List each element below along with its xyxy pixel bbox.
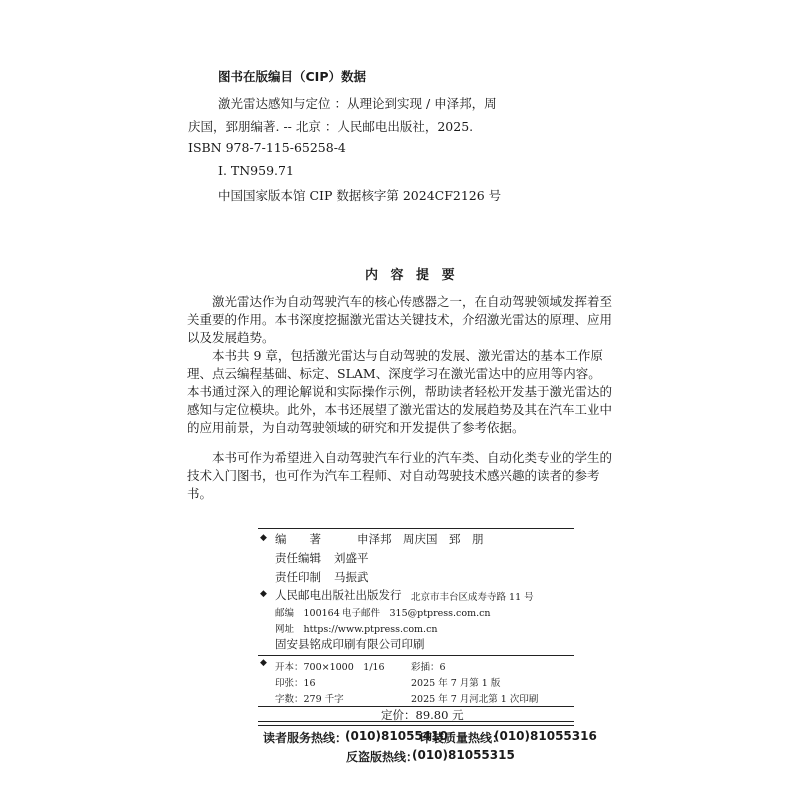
cip-record-number: 中国国家版本馆 CIP 数据核字第 2024CF2126 号 <box>218 188 502 203</box>
publisher: 人民邮电出版社出版发行 <box>275 588 402 602</box>
print-quality-number: (010)81055316 <box>494 729 597 743</box>
bullet-icon: ◆ <box>260 658 267 668</box>
cip-heading: 图书在版编目（CIP）数据 <box>218 69 366 84</box>
website: 网址 https://www.ptpress.com.cn <box>275 624 438 635</box>
cip-isbn: ISBN 978-7-115-65258-4 <box>188 140 346 155</box>
price: 定价：89.80 元 <box>381 708 464 722</box>
email: 电子邮件 315@ptpress.com.cn <box>342 608 491 619</box>
authors: 申泽邦 周庆国 郅 朋 <box>357 532 484 546</box>
imprint-bottom-rule <box>258 721 574 726</box>
printer-label: 责任印制 <box>275 570 321 584</box>
publisher-address: 北京市丰台区成寿寺路 11 号 <box>411 592 534 603</box>
cip-classification: Ⅰ. TN959.71 <box>218 163 294 178</box>
bullet-icon: ◆ <box>260 533 267 543</box>
printed-sheets: 印张：16 <box>275 678 316 689</box>
printer-name: 马振武 <box>334 570 369 584</box>
author-label: 编 著 <box>275 532 321 546</box>
imprint-middle-rule <box>258 655 574 656</box>
printing-impression: 2025 年 7 月河北第 1 次印刷 <box>411 694 539 705</box>
anti-piracy-number: (010)81055315 <box>412 748 515 762</box>
print-quality-label: 印装质量热线： <box>420 731 505 745</box>
format: 开本：700×1000 1/16 <box>275 662 385 673</box>
postcode: 邮编 100164 <box>275 608 340 619</box>
summary-title: 内 容 提 要 <box>365 268 459 283</box>
reader-service-number: (010)81055410 <box>345 729 448 743</box>
cip-line-2: 庆国，郅朋编著. -- 北京 ：人民邮电出版社，2025. <box>188 119 474 134</box>
reader-service-label: 读者服务热线： <box>263 731 348 745</box>
cip-line-1: 激光雷达感知与定位 ：从理论到实现 / 申泽邦，周 <box>218 96 497 111</box>
summary-paragraph-3: 本书可作为希望进入自动驾驶汽车行业的汽车类、自动化类专业的学生的技术入门图书，也可作为汽车工程师、对自动驾驶技术感兴趣的读者的参考书。 <box>187 450 613 501</box>
editor-name: 刘盛平 <box>334 551 369 565</box>
summary-body <box>187 293 613 503</box>
printing-company: 固安县铭成印刷有限公司印刷 <box>275 637 425 651</box>
editor-label: 责任编辑 <box>275 551 321 565</box>
summary-paragraph-1: 激光雷达作为自动驾驶汽车的核心传感器之一，在自动驾驶领域发挥着至关重要的作用。本书深度挖掘激光雷达关键技术，介绍激光雷达的原理、应用以及发展趋势。 <box>187 294 613 345</box>
anti-piracy-label: 反盗版热线： <box>346 750 419 764</box>
word-count: 字数：279 千字 <box>275 694 344 705</box>
bullet-icon: ◆ <box>260 589 267 599</box>
edition: 2025 年 7 月第 1 版 <box>411 678 501 689</box>
summary-paragraph-2: 本书共 9 章，包括激光雷达与自动驾驶的发展、激光雷达的基本工作原理、点云编程基础、标定、SLAM、深度学习在激光雷达中的应用等内容。本书通过深入的理论解说和实际操作示例，帮助读者轻松开发基于激光雷达的感知与定位模块。此外，本书还展望了激光雷达的发展趋势及其在汽车工业中的应用前景，为自动驾驶领域的研究和开发提供了参考依据。 <box>187 348 613 435</box>
imprint-top-rule <box>258 528 574 529</box>
colour-insert: 彩插：6 <box>411 662 446 673</box>
